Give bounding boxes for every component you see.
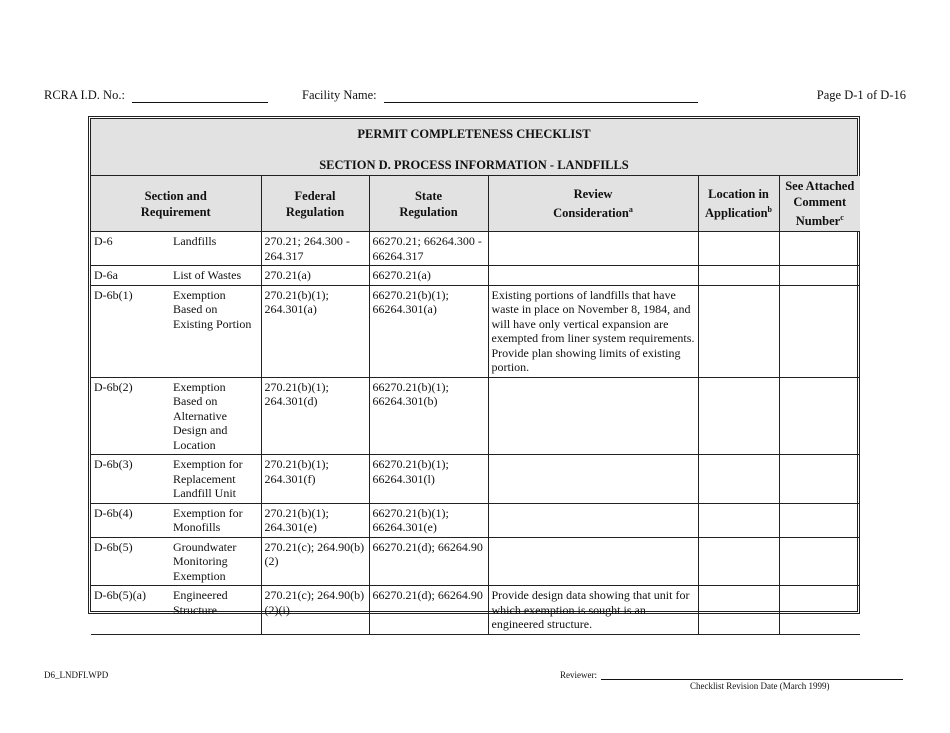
table-row — [91, 377, 860, 455]
row-section: D-6b(4) — [91, 503, 172, 537]
facility-name-field — [302, 88, 698, 103]
row-state-regulation: 66270.21(b)(1); 66264.301(b) — [369, 377, 488, 455]
table-row — [91, 503, 860, 537]
row-review-consideration — [488, 503, 698, 537]
row-requirement: Exemption for Replacement Landfill Unit — [172, 455, 261, 504]
checklist-grid — [91, 176, 860, 635]
table-row — [91, 285, 860, 377]
row-section: D-6b(3) — [91, 455, 172, 504]
row-comment-number[interactable] — [779, 586, 860, 635]
table-row — [91, 537, 860, 586]
facility-name-blank[interactable] — [384, 90, 698, 103]
column-header-row — [91, 176, 860, 232]
row-federal-regulation: 270.21(a) — [261, 266, 369, 286]
revision-date: Checklist Revision Date (March 1999) — [690, 681, 830, 691]
table-row — [91, 455, 860, 504]
row-requirement: List of Wastes — [172, 266, 261, 286]
row-federal-regulation: 270.21(b)(1); 264.301(d) — [261, 377, 369, 455]
row-review-consideration — [488, 455, 698, 504]
col-header-section: Section and Requirement — [91, 176, 261, 232]
table-title: PERMIT COMPLETENESS CHECKLIST — [357, 127, 591, 141]
row-state-regulation: 66270.21(a) — [369, 266, 488, 286]
row-review-consideration — [488, 266, 698, 286]
row-review-consideration — [488, 232, 698, 266]
row-federal-regulation: 270.21; 264.300 - 264.317 — [261, 232, 369, 266]
row-federal-regulation: 270.21(b)(1); 264.301(f) — [261, 455, 369, 504]
row-section: D-6 — [91, 232, 172, 266]
row-location-in-application[interactable] — [698, 377, 779, 455]
row-comment-number[interactable] — [779, 377, 860, 455]
row-state-regulation: 66270.21(b)(1); 66264.301(a) — [369, 285, 488, 377]
page-number: Page D-1 of D-16 — [816, 88, 906, 102]
col-header-federal: Federal Regulation — [261, 176, 369, 232]
table-title-block — [91, 119, 857, 176]
reviewer-label: Reviewer: — [560, 670, 597, 680]
row-location-in-application[interactable] — [698, 455, 779, 504]
row-requirement: Exemption Based on Existing Portion — [172, 285, 261, 377]
row-comment-number[interactable] — [779, 503, 860, 537]
row-section: D-6b(5) — [91, 537, 172, 586]
row-state-regulation: 66270.21(d); 66264.90 — [369, 537, 488, 586]
row-review-consideration — [488, 377, 698, 455]
table-row — [91, 232, 860, 266]
row-state-regulation: 66270.21(d); 66264.90 — [369, 586, 488, 635]
col-header-comment: See Attached Comment Number$^c$ — [779, 176, 860, 232]
row-requirement: Engineered Structure — [172, 586, 261, 635]
file-name: D6_LNDFI.WPD — [44, 670, 109, 680]
row-requirement: Groundwater Monitoring Exemption — [172, 537, 261, 586]
row-federal-regulation: 270.21(b)(1); 264.301(e) — [261, 503, 369, 537]
row-federal-regulation: 270.21(c); 264.90(b)(2)(i) — [261, 586, 369, 635]
table-row — [91, 266, 860, 286]
row-location-in-application[interactable] — [698, 586, 779, 635]
checklist-table — [88, 116, 860, 632]
row-location-in-application[interactable] — [698, 537, 779, 586]
row-review-consideration: Existing portions of landfills that have waste in place on November 8, 1984, and will have only vertical expansion are exempted from liner system requirements. Provide plan showing limits of existing portion. — [488, 285, 698, 377]
row-state-regulation: 66270.21; 66264.300 - 66264.317 — [369, 232, 488, 266]
row-federal-regulation: 270.21(b)(1); 264.301(a) — [261, 285, 369, 377]
row-requirement: Exemption for Monofills — [172, 503, 261, 537]
col-header-state: State Regulation — [369, 176, 488, 232]
row-federal-regulation: 270.21(c); 264.90(b)(2) — [261, 537, 369, 586]
col-header-review: Review Consideration$^a$ — [488, 176, 698, 232]
reviewer-field — [560, 670, 903, 680]
row-comment-number[interactable] — [779, 232, 860, 266]
row-review-consideration: Provide design data showing that unit for which exemption is sought is an engineered structure. — [488, 586, 698, 635]
row-state-regulation: 66270.21(b)(1); 66264.301(e) — [369, 503, 488, 537]
facility-name-label: Facility Name: — [302, 88, 377, 102]
row-comment-number[interactable] — [779, 455, 860, 504]
row-location-in-application[interactable] — [698, 503, 779, 537]
rcra-id-label: RCRA I.D. No.: — [44, 88, 125, 102]
row-location-in-application[interactable] — [698, 285, 779, 377]
reviewer-blank[interactable] — [601, 671, 903, 680]
row-requirement: Landfills — [172, 232, 261, 266]
row-requirement: Exemption Based on Alternative Design and Location — [172, 377, 261, 455]
row-comment-number[interactable] — [779, 285, 860, 377]
row-state-regulation: 66270.21(b)(1); 66264.301(l) — [369, 455, 488, 504]
table-row — [91, 586, 860, 635]
rcra-id-blank[interactable] — [132, 90, 268, 103]
row-section: D-6a — [91, 266, 172, 286]
checklist-rows — [91, 232, 860, 635]
row-location-in-application[interactable] — [698, 266, 779, 286]
row-section: D-6b(2) — [91, 377, 172, 455]
col-header-location: Location in Application$^b$ — [698, 176, 779, 232]
row-location-in-application[interactable] — [698, 232, 779, 266]
row-review-consideration — [488, 537, 698, 586]
row-comment-number[interactable] — [779, 266, 860, 286]
rcra-id-field — [44, 88, 268, 103]
table-subtitle: SECTION D. PROCESS INFORMATION - LANDFILLS — [319, 158, 629, 172]
row-comment-number[interactable] — [779, 537, 860, 586]
row-section: D-6b(1) — [91, 285, 172, 377]
row-section: D-6b(5)(a) — [91, 586, 172, 635]
